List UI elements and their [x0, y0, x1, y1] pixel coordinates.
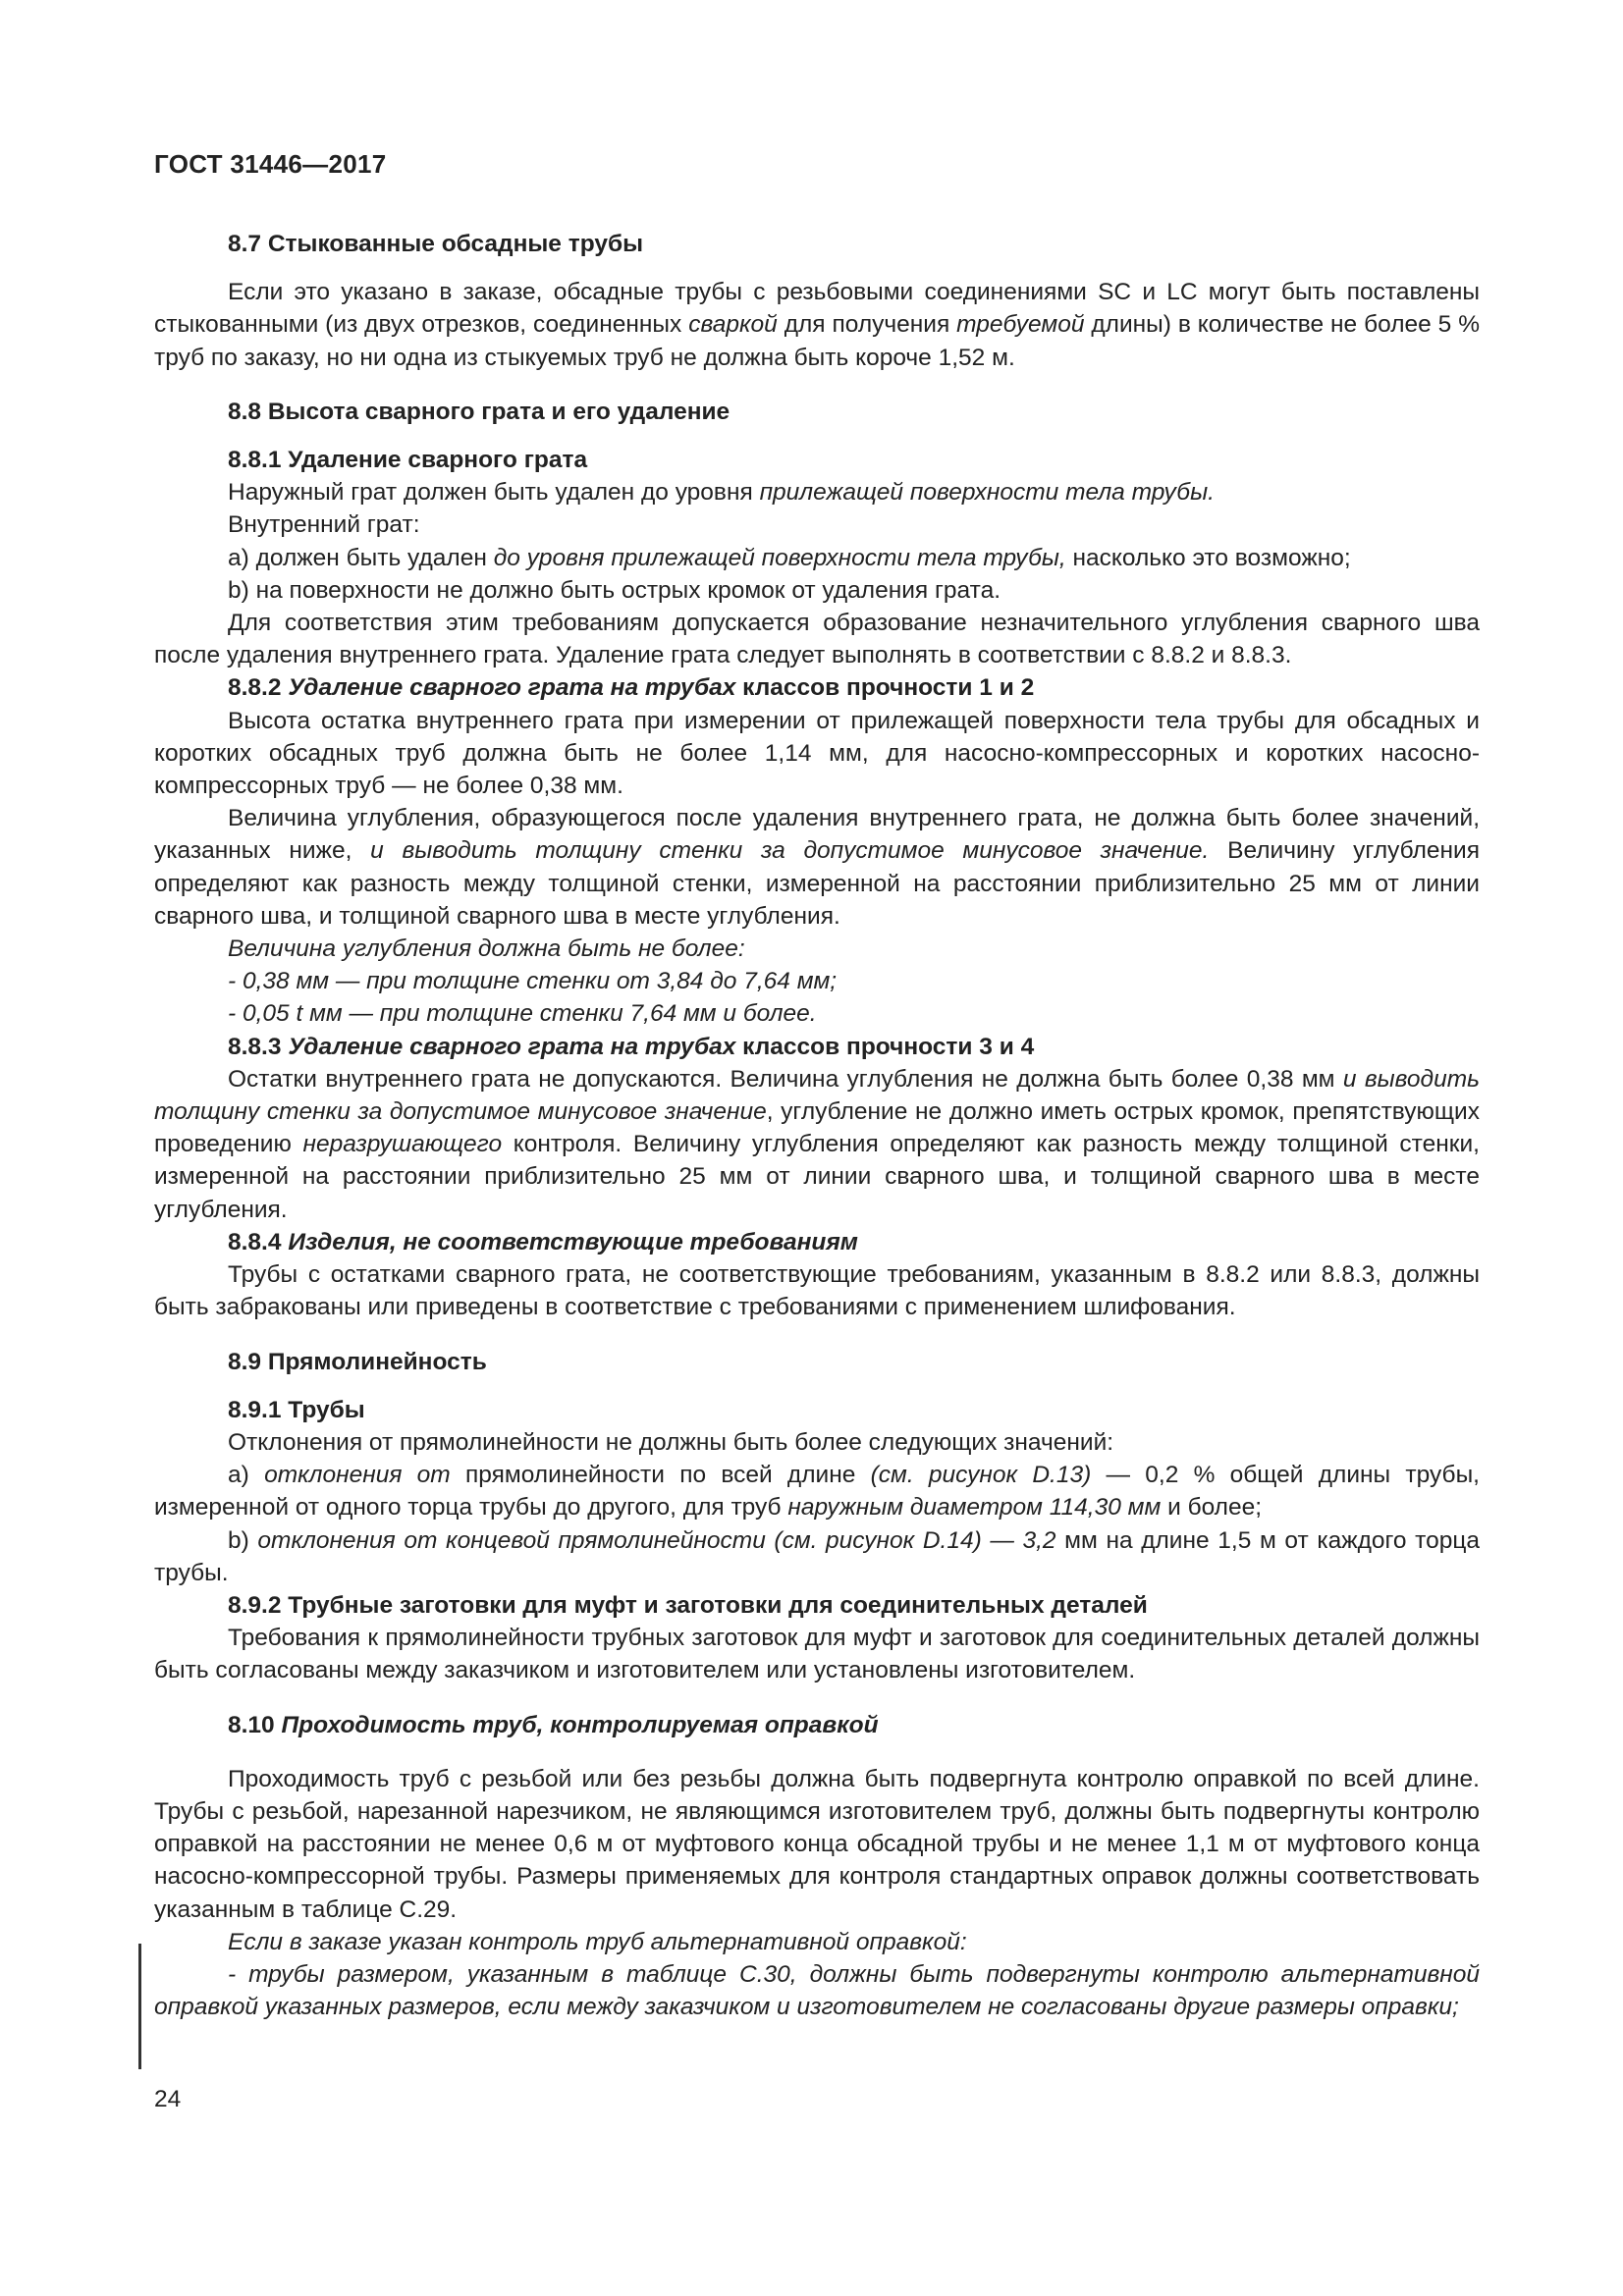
- text: и более;: [1161, 1494, 1263, 1522]
- text-italic: - 0,05 t мм — при толщине стенки 7,64 мм и более.: [228, 1000, 817, 1028]
- paragraph-italic: [154, 1926, 1480, 1958]
- section-8-7-title: 8.7 Стыкованные обсадные трубы: [228, 231, 644, 257]
- text-italic: - трубы размером, указанным в таблице С.30, должны быть подвергнуты контролю альтернативной оправкой указанных размеров, если между заказчиком и изготовителем не согласованы другие размеры оправки;: [154, 1960, 1480, 2021]
- list-item: b) на поверхности не должно быть острых кромок от удаления грата.: [228, 576, 1001, 604]
- document-body: [154, 228, 1480, 2023]
- paragraph: Проходимость труб с резьбой или без резьбы должна быть подвергнута контролю оправкой по всей длине. Трубы с резьбой, нарезанной нарезчиком, не являющимся изготовителем труб, должны быть подвергнуты контролю оправкой на расстоянии не менее 0,6 м от муфтового конца обсадной трубы и не менее 1,1 м от муфтового конца насосно-компрессорной трубы. Размеры применяемых для контроля стандартных оправок должны соответствовать указанным в таблице С.29.: [154, 1765, 1480, 1923]
- section-8-9-1-title: 8.9.1 Трубы: [228, 1396, 365, 1423]
- paragraph: [154, 476, 1480, 508]
- text-italic: отклонения от: [264, 1462, 451, 1489]
- text: классов прочности 1 и 2: [735, 674, 1035, 702]
- text: 8.8.4: [228, 1228, 289, 1255]
- text-italic: - 0,38 мм — при толщине стенки от 3,84 до 7,64 мм;: [228, 968, 838, 995]
- document-header: ГОСТ 31446—2017: [154, 149, 387, 179]
- text-italic: требуемой: [956, 311, 1085, 339]
- text: Величина углубления, образующегося после удаления внутреннего грата, не должна быть более значений, указанных ниже,: [154, 805, 1480, 865]
- section-8-9-title: 8.9 Прямолинейность: [228, 1348, 487, 1375]
- text: Величину углубления определяют как разность между толщиной стенки, измеренной на расстоянии приблизительно 25 мм от линии сварного шва, и толщиной сварного шва в месте углубления.: [154, 837, 1480, 930]
- text: классов прочности 3 и 4: [735, 1033, 1035, 1060]
- text-italic: сваркой: [688, 311, 778, 339]
- text: для получения: [777, 311, 957, 339]
- text-italic: Если в заказе указан контроль труб альтернативной оправкой:: [228, 1928, 967, 1955]
- paragraph: Для соответствия этим требованиям допускается образование незначительного углубления сварного шва после удаления внутреннего грата. Удаление грата следует выполнять в соответствии с 8.8.2 и 8.8.3.: [154, 610, 1480, 669]
- paragraph-italic: [154, 1958, 1480, 2023]
- change-bar: [138, 1944, 141, 2069]
- text-bold-italic: Удаление сварного грата на трубах: [288, 674, 736, 702]
- text-italic: и выводить толщину стенки за допустимое минусовое значение: [154, 1065, 1480, 1126]
- page-number: 24: [154, 2086, 182, 2112]
- text: 8.8.3: [228, 1033, 289, 1060]
- section-8-8-2-title: [154, 671, 1480, 704]
- section-8-9-2-title: 8.9.2 Трубные заготовки для муфт и заготовки для соединительных деталей: [228, 1591, 1148, 1619]
- text-italic: Величина углубления должна быть не более:: [228, 935, 745, 963]
- paragraph: Высота остатка внутреннего грата при измерении от прилежащей поверхности тела трубы для обсадных и коротких обсадных труб должна быть не более 1,14 мм, для насосно-компрессорных и коротких насосно-компрессорных труб — не более 0,38 мм.: [154, 707, 1480, 800]
- text-bold-italic: Изделия, не соответствующие требованиям: [288, 1228, 858, 1255]
- paragraph: Отклонения от прямолинейности не должны быть более следующих значений:: [228, 1428, 1114, 1456]
- text: насколько это возможно;: [1065, 544, 1351, 571]
- text: b): [228, 1526, 258, 1554]
- text-bold-italic: Удаление сварного грата на трубах: [288, 1033, 736, 1060]
- text: 8.8.2: [228, 674, 289, 702]
- text: Если это указано в заказе, обсадные трубы с резьбовыми соединениями SC и LC могут быть поставлены стыкованными (из двух отрезков, соединенных: [154, 279, 1480, 339]
- text: мм на длине 1,5 м от каждого торца трубы.: [154, 1526, 1481, 1586]
- section-8-8-title: 8.8 Высота сварного грата и его удаление: [228, 398, 730, 425]
- text-italic: прилежащей поверхности тела трубы.: [759, 479, 1215, 507]
- text: Остатки внутреннего грата не допускаются. Величина углубления не должна быть более 0,38 мм: [228, 1065, 1343, 1093]
- text: 8.10: [228, 1711, 282, 1738]
- text: прямолинейности по всей длине: [450, 1462, 871, 1489]
- text: контроля. Величину углубления определяют как разность между толщиной стенки, измеренной на расстоянии приблизительно 25 мм от линии сварного шва, и толщиной сварного шва в месте углубления.: [154, 1131, 1480, 1223]
- paragraph: Требования к прямолинейности трубных заготовок для муфт и заготовок для соединительных деталей должны быть согласованы между заказчиком и изготовителем или установлены изготовителем.: [154, 1625, 1480, 1684]
- section-8-8-4-title: [154, 1226, 1480, 1258]
- section-8-10-title: [154, 1709, 1480, 1741]
- list-item: [154, 1524, 1480, 1589]
- paragraph: [154, 802, 1480, 933]
- text-italic: (см. рисунок D.13): [870, 1462, 1092, 1489]
- section-8-8-1-title: 8.8.1 Удаление сварного грата: [228, 447, 588, 474]
- text: длины) в количестве не более 5 % труб по заказу, но ни одна из стыкуемых труб не должна быть короче 1,52 м.: [154, 311, 1480, 371]
- text-italic: отклонения от концевой прямолинейности (см. рисунок D.14) — 3,2: [257, 1526, 1056, 1554]
- paragraph: [154, 1063, 1480, 1226]
- text: , углубление не должно иметь острых кромок, препятствующих проведению: [154, 1098, 1480, 1158]
- text: — 0,2 % общей длины трубы, измеренной от одного торца трубы до другого, для труб: [154, 1462, 1480, 1522]
- text-italic: и выводить толщину стенки за допустимое минусовое значение.: [370, 837, 1210, 865]
- paragraph: Трубы с остатками сварного грата, не соответствующие требованиям, указанным в 8.8.2 или 8.8.3, должны быть забракованы или приведены в соответствие с требованиями с применением шлифования.: [154, 1261, 1480, 1321]
- list-item: [154, 965, 1480, 997]
- text: a): [228, 1462, 265, 1489]
- text-bold-italic: Проходимость труб, контролируемая оправкой: [281, 1711, 879, 1738]
- text-italic: до уровня прилежащей поверхности тела трубы,: [493, 544, 1066, 571]
- paragraph: Внутренний грат:: [228, 511, 420, 539]
- section-8-8-3-title: [154, 1031, 1480, 1063]
- paragraph-italic: [154, 933, 1480, 965]
- text-italic: неразрушающего: [302, 1131, 503, 1158]
- section-8-7-paragraph: [154, 276, 1480, 374]
- text: a) должен быть удален: [228, 544, 494, 571]
- text-italic: наружным диаметром 114,30 мм: [787, 1494, 1162, 1522]
- list-item: [154, 542, 1480, 574]
- text: Наружный грат должен быть удален до уровня: [228, 479, 760, 507]
- list-item: [154, 1459, 1480, 1523]
- list-item: [154, 997, 1480, 1030]
